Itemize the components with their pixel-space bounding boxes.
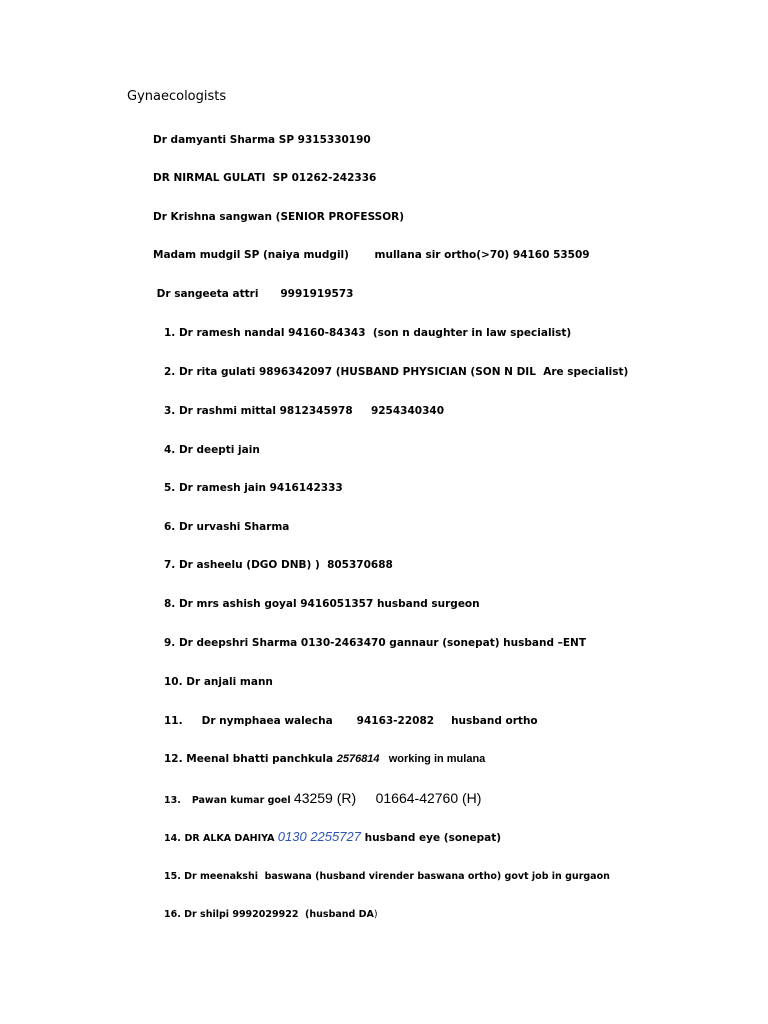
entry-krishna-sangwan: Dr Krishna sangwan (SENIOR PROFESSOR) (153, 211, 405, 223)
list-number: 9. (164, 637, 176, 649)
list-number: 1. (164, 327, 176, 339)
entry-damyanti-sharma: Dr damyanti Sharma SP 9315330190 (153, 134, 371, 146)
list-number: 15. (164, 871, 181, 882)
list-text-note: husband ortho (451, 715, 538, 727)
list-number: 5. (164, 482, 176, 494)
list-text-phone: 0130 2255727 (277, 829, 361, 844)
list-number: 4. (164, 444, 176, 456)
list-number: 10. (164, 676, 183, 688)
list-item-12 (164, 753, 485, 765)
list-text: Dr meenakshi baswana (husband virender baswana ortho) govt job in gurgaon (184, 871, 610, 882)
list-text: Dr rita gulati 9896342097 (HUSBAND PHYSICIAN (SON N DIL Are specialist) (178, 366, 629, 378)
list-number: 11. (164, 715, 183, 727)
list-text: Dr rashmi mittal 9812345978 9254340340 (178, 405, 445, 417)
list-number: 3. (164, 405, 176, 417)
list-text: Dr mrs ashish goyal 9416051357 husband surgeon (178, 598, 480, 610)
list-text-name: DR ALKA DAHIYA (184, 833, 278, 844)
list-number: 16. (164, 909, 181, 920)
entry-sangeeta-attri: Dr sangeeta attri 9991919573 (153, 288, 354, 300)
list-text: Dr shilpi 9992029922 (husband DA (184, 909, 374, 920)
list-number: 13. (164, 795, 181, 806)
list-item-9 (164, 637, 586, 649)
list-number: 14. (164, 833, 181, 844)
list-item-16 (164, 909, 378, 920)
list-number: 6. (164, 521, 176, 533)
list-text: Dr asheelu (DGO DNB) ) 805370688 (178, 559, 393, 571)
list-item-4 (164, 444, 260, 456)
list-text-name: Pawan kumar goel (191, 795, 294, 806)
list-item-8 (164, 598, 480, 610)
list-text-phone: 94163-22082 (356, 715, 435, 727)
entry-madam-mudgil: Madam mudgil SP (naiya mudgil) mullana sir ortho(>70) 94160 53509 (153, 249, 590, 261)
list-item-7 (164, 559, 393, 571)
list-number: 12. (164, 753, 183, 765)
list-text: Dr anjali mann (186, 676, 273, 688)
list-item-1 (164, 327, 571, 339)
list-text-phone: 2576814 (336, 753, 380, 765)
list-text-name: Dr nymphaea walecha (201, 715, 333, 727)
list-text: Dr deepti jain (178, 444, 260, 456)
list-item-5 (164, 482, 343, 494)
list-item-3 (164, 405, 444, 417)
list-text: Dr ramesh nandal 94160-84343 (son n daughter in law specialist) (178, 327, 572, 339)
list-text-note: husband eye (sonepat) (360, 832, 502, 844)
list-number: 7. (164, 559, 176, 571)
list-number: 2. (164, 366, 176, 378)
list-text-note: working in mulana (379, 753, 486, 765)
list-text: Dr deepshri Sharma 0130-2463470 gannaur (sonepat) husband –ENT (178, 637, 586, 649)
entry-nirmal-gulati: DR NIRMAL GULATI SP 01262-242336 (153, 172, 377, 184)
list-text: Dr urvashi Sharma (178, 521, 290, 533)
page-title: Gynaecologists (127, 89, 227, 104)
list-number: 8. (164, 598, 176, 610)
list-text: Dr ramesh jain 9416142333 (178, 482, 343, 494)
list-item-11 (164, 715, 538, 727)
list-item-15 (164, 871, 610, 882)
list-text-phones: 43259 (R) 01664-42760 (H) (293, 790, 482, 806)
list-text-name: Meenal bhatti panchkula (186, 753, 337, 765)
list-item-2 (164, 366, 628, 378)
list-item-13 (164, 790, 481, 806)
list-item-14 (164, 829, 501, 844)
list-item-10 (164, 676, 273, 688)
list-text-close-paren: ) (373, 909, 378, 920)
list-item-6 (164, 521, 289, 533)
